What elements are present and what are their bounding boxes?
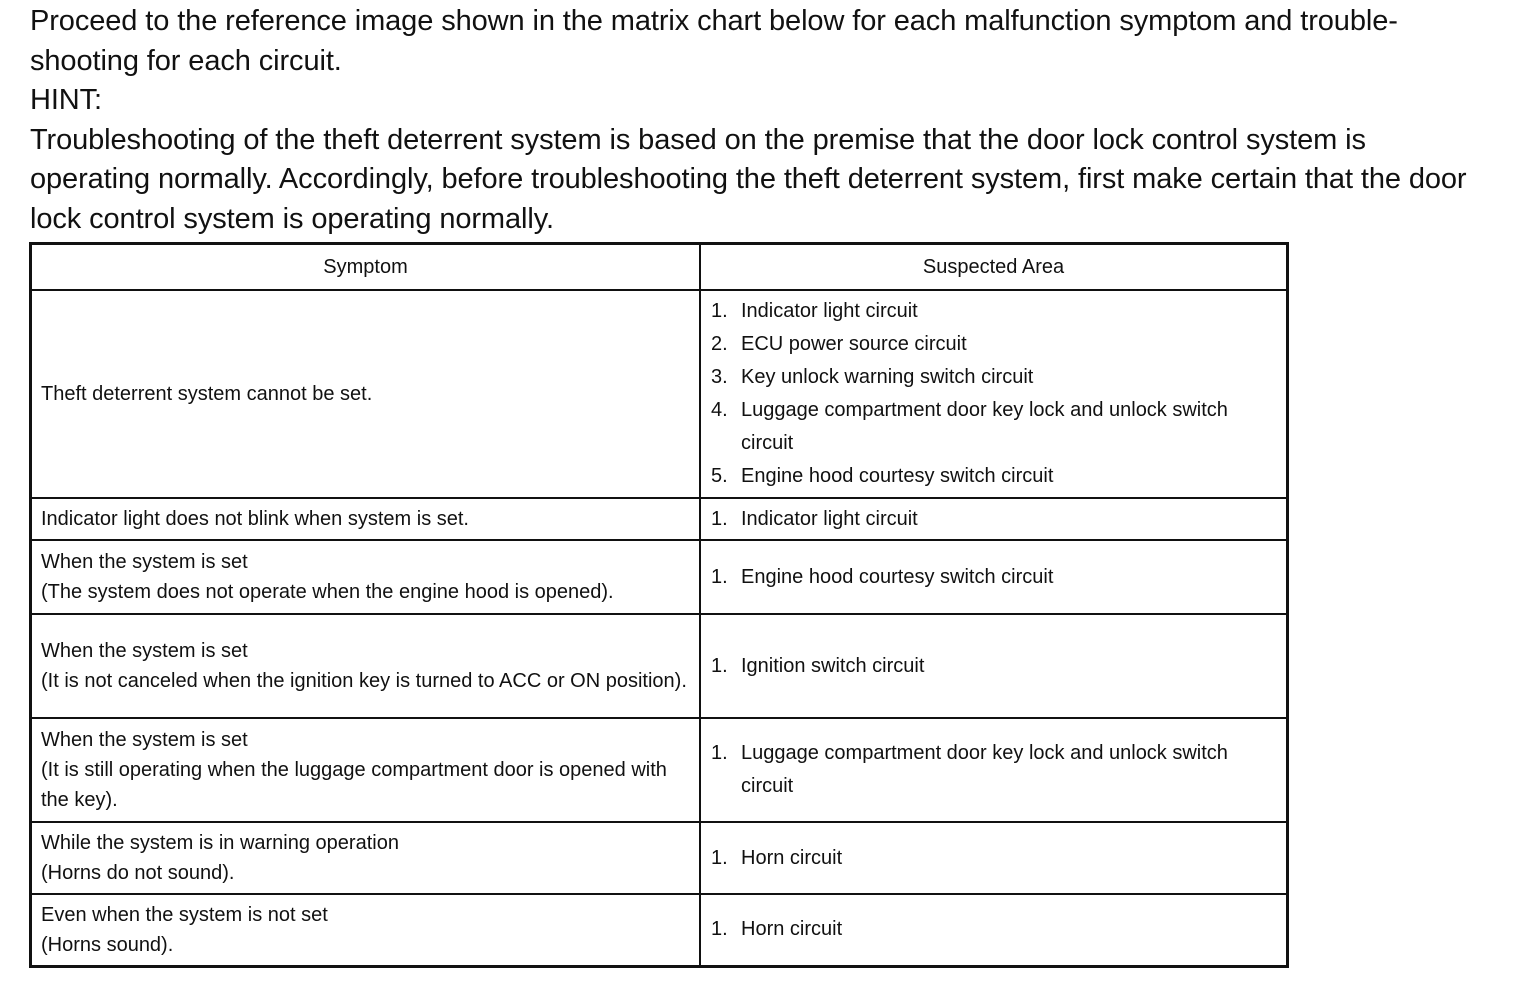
symptom-cell	[31, 894, 701, 966]
list-item	[711, 650, 1276, 683]
item-number: 1.	[711, 918, 728, 941]
item-text: Indicator light circuit	[741, 300, 918, 322]
table-header-row	[31, 244, 1288, 291]
suspected-area-cell	[700, 894, 1288, 966]
symptom-text: (It is not canceled when the ignition key is turned to ACC or ON position).	[41, 670, 687, 692]
list-item	[711, 913, 1276, 946]
list-item	[711, 561, 1276, 594]
item-number: 1.	[711, 300, 728, 322]
item-text: Ignition switch circuit	[741, 654, 925, 677]
symptom-matrix-table	[29, 242, 1289, 968]
symptom-cell	[31, 290, 701, 498]
symptom-text: When the system is set	[41, 729, 248, 751]
table-row	[31, 540, 1288, 614]
list-item	[711, 295, 1276, 328]
suspected-area-list	[711, 737, 1276, 803]
table-row	[31, 290, 1288, 498]
item-text: Engine hood courtesy switch circuit	[741, 565, 1054, 588]
list-item	[711, 328, 1276, 361]
list-item	[711, 361, 1276, 394]
suspected-area-list	[711, 503, 1276, 536]
symptom-text: When the system is set	[41, 551, 248, 573]
hint-paragraph: Troubleshooting of the theft deterrent system is based on the premise that the door lock control system is operating normally. Accordingly, before troubleshooting the theft deterrent system, first make certain that the door lock control system is operating normally.	[30, 123, 1467, 235]
item-text: Luggage compartment door key lock and unlock switch circuit	[741, 399, 1228, 454]
item-text: Luggage compartment door key lock and unlock switch circuit	[741, 742, 1228, 797]
item-text: Horn circuit	[741, 846, 843, 869]
item-number: 2.	[711, 333, 728, 355]
intro-text	[30, 2, 1490, 239]
suspected-area-cell	[700, 540, 1288, 614]
table-row	[31, 718, 1288, 822]
item-number: 1.	[711, 654, 728, 677]
symptom-text: (Horns sound).	[41, 933, 174, 956]
symptom-text: Even when the system is not set	[41, 903, 328, 926]
suspected-area-header: Suspected Area	[700, 244, 1288, 291]
list-item	[711, 737, 1276, 803]
item-number: 5.	[711, 465, 728, 487]
suspected-area-list	[711, 295, 1276, 493]
list-item	[711, 460, 1276, 493]
item-text: ECU power source circuit	[741, 333, 967, 355]
symptom-text: Indicator light does not blink when system is set.	[41, 508, 469, 530]
symptom-text: Theft deterrent system cannot be set.	[41, 383, 373, 405]
table-row	[31, 894, 1288, 966]
symptom-text: When the system is set	[41, 640, 248, 662]
symptom-cell	[31, 614, 701, 718]
item-number: 1.	[711, 565, 728, 588]
symptom-text: (Horns do not sound).	[41, 862, 235, 884]
intro-paragraph: Proceed to the reference image shown in the matrix chart below for each malfunction symptom and trouble-shooting for each circuit.	[30, 5, 1398, 77]
symptom-header: Symptom	[31, 244, 701, 291]
item-number: 1.	[711, 742, 728, 764]
table-body	[31, 290, 1288, 966]
table-row	[31, 614, 1288, 718]
item-number: 4.	[711, 399, 728, 421]
symptom-text: (It is still operating when the luggage compartment door is opened with the key).	[41, 759, 667, 811]
suspected-area-cell	[700, 290, 1288, 498]
item-text: Horn circuit	[741, 918, 843, 941]
table-row	[31, 822, 1288, 894]
suspected-area-list	[711, 842, 1276, 875]
suspected-area-list	[711, 913, 1276, 946]
item-text: Engine hood courtesy switch circuit	[741, 465, 1054, 487]
item-number: 3.	[711, 366, 728, 388]
suspected-area-cell	[700, 614, 1288, 718]
suspected-area-cell	[700, 822, 1288, 894]
symptom-cell	[31, 498, 701, 540]
symptom-cell	[31, 718, 701, 822]
item-text: Indicator light circuit	[741, 507, 918, 530]
list-item	[711, 842, 1276, 875]
suspected-area-list	[711, 650, 1276, 683]
list-item	[711, 394, 1276, 460]
item-text: Key unlock warning switch circuit	[741, 366, 1034, 388]
list-item	[711, 503, 1276, 536]
suspected-area-cell	[700, 718, 1288, 822]
suspected-area-cell	[700, 498, 1288, 540]
item-number: 1.	[711, 846, 728, 869]
symptom-text: While the system is in warning operation	[41, 832, 399, 854]
symptom-text: (The system does not operate when the engine hood is opened).	[41, 581, 614, 603]
suspected-area-list	[711, 561, 1276, 594]
table-row	[31, 498, 1288, 540]
symptom-cell	[31, 540, 701, 614]
symptom-cell	[31, 822, 701, 894]
hint-label: HINT:	[30, 84, 103, 116]
item-number: 1.	[711, 507, 728, 530]
